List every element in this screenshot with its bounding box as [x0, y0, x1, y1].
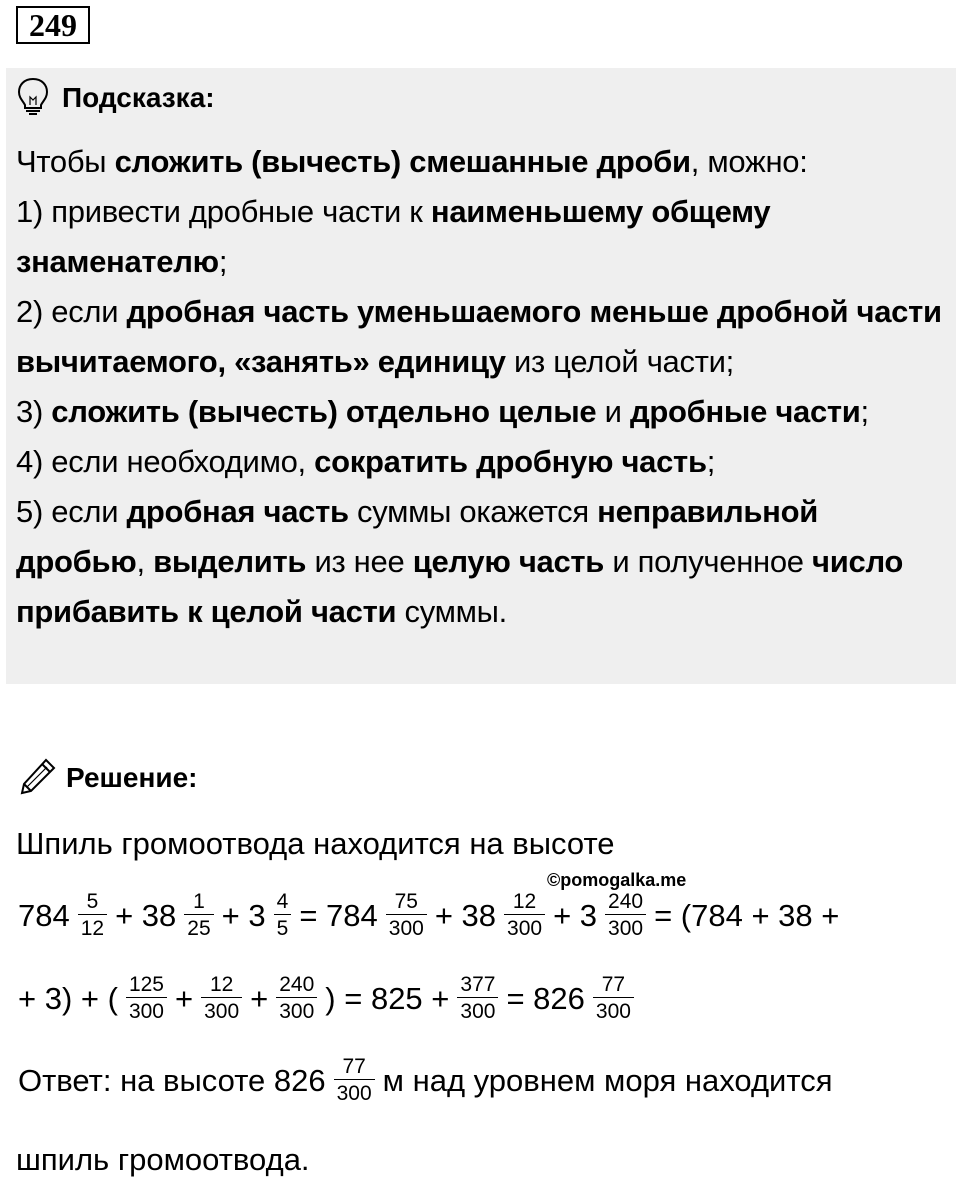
- hint-bold-text: выделить: [153, 544, 307, 579]
- hint-text-run: ;: [706, 444, 716, 479]
- hint-text-run: из нее: [306, 544, 413, 579]
- fraction-numerator: 77: [601, 973, 626, 996]
- fraction-numerator: 75: [394, 890, 418, 913]
- fraction-denominator: 5: [274, 914, 292, 941]
- hint-paragraph: [16, 387, 946, 437]
- solution-title: Решение:: [66, 762, 198, 793]
- hint-paragraph: [16, 137, 946, 187]
- equation-text: = 826: [506, 980, 585, 1016]
- hint-text-run: 5) если: [16, 494, 127, 529]
- hint-bold-text: сократить дробную часть: [314, 444, 707, 479]
- hint-text-run: и: [596, 394, 630, 429]
- hint-bold-text: дробная часть: [126, 494, 349, 529]
- fraction: [184, 890, 213, 941]
- hint-text-run: 1) привести дробные части к: [16, 194, 431, 229]
- equation-text: +: [174, 980, 194, 1016]
- fraction: [78, 890, 107, 941]
- fraction: [334, 1055, 375, 1106]
- hint-bold-text: наименьшему общему знаменателю: [16, 194, 771, 279]
- hint-text-run: , можно:: [690, 144, 808, 179]
- hint-text-run: суммы окажется: [348, 494, 598, 529]
- fraction-denominator: 300: [201, 997, 242, 1024]
- hint-text: [16, 137, 946, 637]
- fraction-denominator: 300: [605, 914, 646, 941]
- fraction-denominator: 300: [504, 914, 545, 941]
- equation-text: + 3) + (: [18, 980, 118, 1016]
- watermark: ©pomogalka.me: [547, 870, 687, 890]
- hint-paragraph: [16, 287, 946, 387]
- hint-text-run: суммы.: [396, 594, 507, 629]
- hint-text-run: ;: [218, 244, 228, 279]
- fraction-denominator: 300: [126, 997, 167, 1024]
- hint-text-run: и полученное: [604, 544, 813, 579]
- equation-text: + 38: [115, 897, 177, 933]
- equation-text: 784: [18, 897, 70, 933]
- equation-text: + 38: [434, 897, 497, 933]
- equation-text: = 784: [299, 897, 378, 933]
- hint-text-run: 3): [16, 394, 52, 429]
- hint-bold-text: сложить (вычесть) отдельно целые: [51, 394, 597, 429]
- fraction-denominator: 300: [457, 997, 498, 1024]
- hint-bold-text: сложить (вычесть) смешанные дроби: [114, 144, 691, 179]
- hint-text-run: Чтобы: [16, 144, 115, 179]
- fraction: [274, 890, 292, 941]
- fraction: [457, 973, 498, 1024]
- fraction-denominator: 300: [276, 997, 317, 1024]
- fraction: [605, 890, 646, 941]
- fraction: [504, 890, 545, 941]
- hint-bold-text: дробная часть уменьшаемого меньше дробной части вычитаемого, «занять» единицу: [16, 294, 942, 379]
- equation-text: = (784 + 38 +: [654, 897, 840, 933]
- hint-bold-text: число прибавить к целой части: [16, 544, 904, 629]
- equation-line-2: [16, 973, 640, 1024]
- fraction-numerator: 5: [86, 890, 99, 913]
- fraction: [126, 973, 167, 1024]
- equation-line-1: [16, 890, 841, 941]
- problem-number: 249: [16, 6, 90, 44]
- hint-text-run: 2) если: [16, 294, 127, 329]
- fraction-denominator: 300: [386, 914, 427, 941]
- hint-paragraph: [16, 187, 946, 287]
- fraction-numerator: 12: [512, 890, 537, 913]
- equation-text: + 3: [553, 897, 598, 933]
- equation-text: +: [250, 980, 269, 1016]
- solution-intro: Шпиль громоотвода находится на высоте: [16, 826, 615, 861]
- fraction-denominator: 12: [78, 914, 107, 941]
- fraction-denominator: 300: [334, 1079, 375, 1106]
- fraction: [386, 890, 427, 941]
- fraction: [276, 973, 317, 1024]
- equation-text: Ответ: на высоте 826: [18, 1062, 326, 1098]
- fraction-numerator: 377: [460, 973, 496, 996]
- hint-text-run: 4) если необходимо,: [16, 444, 315, 479]
- solution-header: [18, 758, 197, 798]
- hint-bold-text: целую часть: [412, 544, 605, 579]
- hint-bold-text: дробные части: [629, 394, 861, 429]
- fraction-numerator: 12: [209, 973, 234, 996]
- fraction-numerator: 1: [193, 890, 205, 913]
- pencil-icon: [18, 756, 58, 801]
- fraction-numerator: 77: [342, 1055, 366, 1078]
- lightbulb-icon: [16, 77, 50, 120]
- hint-title: Подсказка:: [62, 82, 215, 113]
- fraction-denominator: 300: [593, 997, 634, 1024]
- fraction-numerator: 240: [608, 890, 644, 913]
- hint-text-run: ,: [136, 544, 154, 579]
- hint-paragraph: [16, 437, 946, 487]
- answer-end: шпиль громоотвода.: [16, 1142, 310, 1177]
- fraction: [593, 973, 634, 1024]
- fraction-numerator: 240: [279, 973, 315, 996]
- fraction-numerator: 4: [276, 890, 289, 913]
- hint-header: [16, 78, 215, 118]
- hint-paragraph: [16, 487, 946, 637]
- hint-text-run: из целой части;: [505, 344, 734, 379]
- hint-text-run: ;: [860, 394, 869, 429]
- fraction: [201, 973, 242, 1024]
- hint-bold-text: неправильной дробью: [16, 494, 819, 579]
- equation-text: ) = 825 +: [325, 980, 450, 1016]
- fraction-denominator: 25: [184, 914, 213, 941]
- equation-text: м над уровнем моря находится: [382, 1062, 833, 1098]
- fraction-numerator: 125: [128, 973, 164, 996]
- equation-text: + 3: [221, 897, 266, 933]
- answer-line: [16, 1055, 835, 1106]
